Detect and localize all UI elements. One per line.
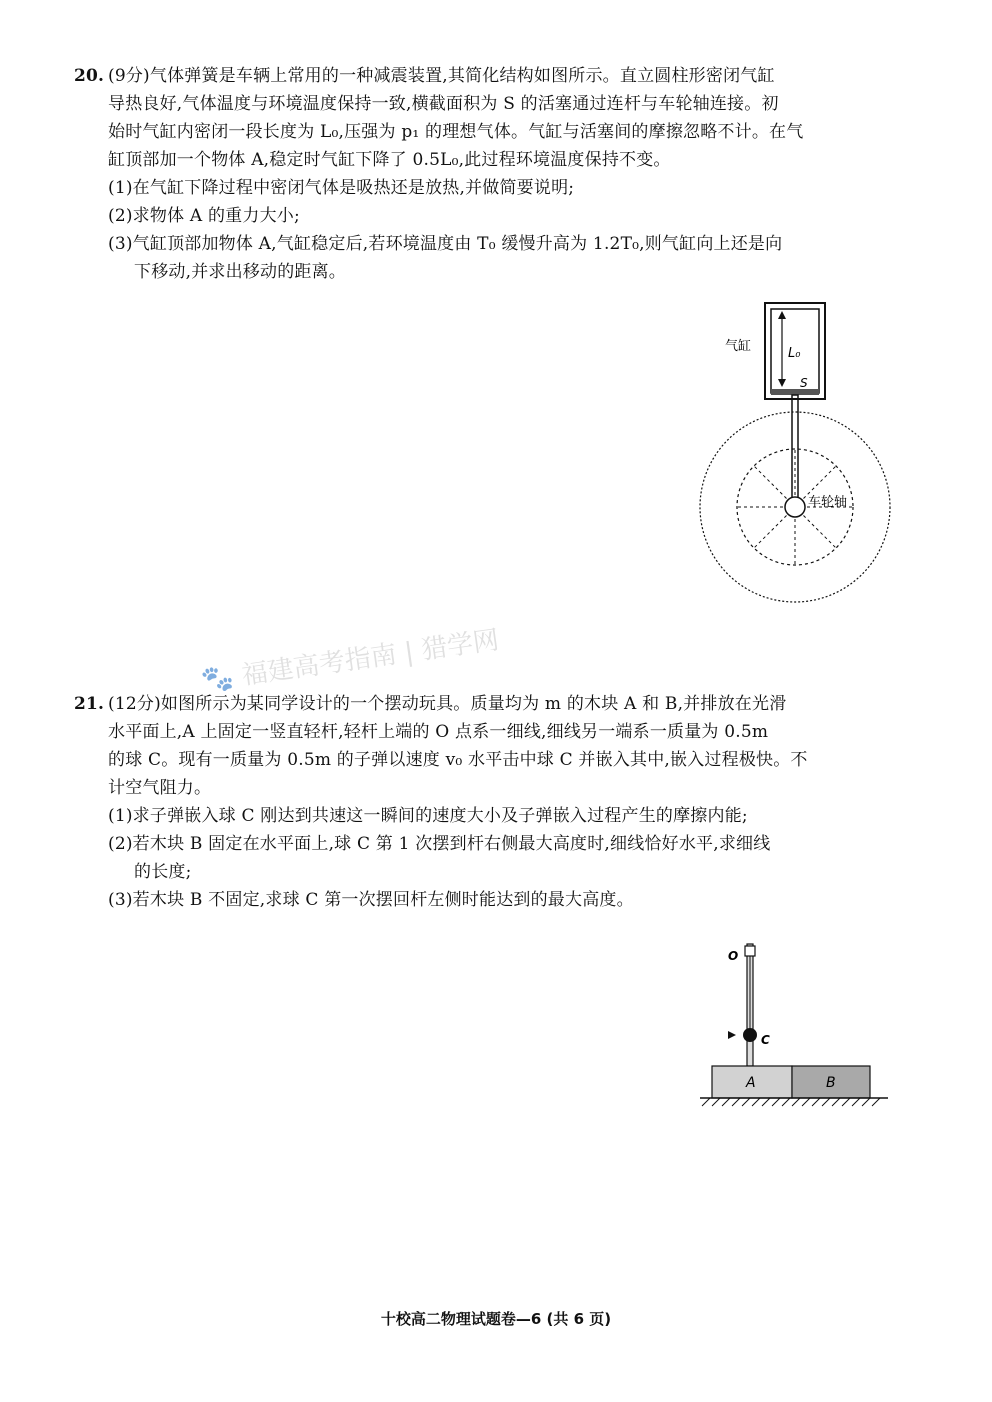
arrow-head-up xyxy=(778,311,786,319)
q21-number: 21. xyxy=(74,694,105,714)
ground-hatch xyxy=(702,1098,880,1106)
q20-sub1: (1)在气缸下降过程中密闭气体是吸热还是放热,并做简要说明; xyxy=(108,178,575,198)
ball-c xyxy=(743,1028,757,1042)
gas-spring-figure xyxy=(690,295,920,625)
q21-sub1: (1)求子弹嵌入球 C 刚达到共速这一瞬间的速度大小及子弹嵌入过程产生的摩擦内能; xyxy=(108,806,748,826)
watermark: 🐾 福建高考指南 | 猎学网 xyxy=(199,625,501,697)
question-20 xyxy=(74,62,904,286)
bullet xyxy=(728,1031,736,1039)
q21-line2: 水平面上,A 上固定一竖直轻杆,轻杆上端的 O 点系一细线,细线另一端系一质量为 0.5m xyxy=(108,722,769,742)
area-label: S xyxy=(800,376,808,390)
question-21 xyxy=(74,690,904,914)
cylinder-label: 气缸 xyxy=(725,339,752,354)
q20-line2: 导热良好,气体温度与环境温度保持一致,横截面积为 S 的活塞通过连杆与车轮轴连接。初 xyxy=(108,94,779,114)
axle xyxy=(785,497,805,517)
arrow-head-down xyxy=(778,379,786,387)
q21-sub2: (2)若木块 B 固定在水平面上,球 C 第 1 次摆到杆右侧最大高度时,细线恰好水平,求细线 的长度; xyxy=(108,834,771,882)
length-label: L₀ xyxy=(788,346,801,361)
pivot-o xyxy=(745,946,755,956)
q21-line4: 计空气阻力。 xyxy=(108,778,212,798)
q20-sub2: (2)求物体 A 的重力大小; xyxy=(108,206,300,226)
q21-sub3: (3)若木块 B 不固定,求球 C 第一次摆回杆左侧时能达到的最大高度。 xyxy=(108,890,634,910)
q20-line1: 20. (9分)气体弹簧是车辆上常用的一种减震装置,其简化结构如图所示。直立圆柱形密闭气缸 xyxy=(74,62,904,90)
a-label: A xyxy=(746,1075,756,1091)
piston xyxy=(771,389,819,395)
q21-line1: 21. (12分)如图所示为某同学设计的一个摆动玩具。质量均为 m 的木块 A 和 B,并排放在光滑 xyxy=(74,690,904,718)
c-label: C xyxy=(761,1033,770,1047)
page-footer: 十校高二物理试题卷—6 (共 6 页) xyxy=(380,1310,612,1328)
q20-line4: 缸顶部加一个物体 A,稳定时气缸下降了 0.5L₀,此过程环境温度保持不变。 xyxy=(108,150,671,170)
o-label: O xyxy=(728,949,739,963)
axle-label: 车轮轴 xyxy=(808,495,848,510)
q20-line3: 始时气缸内密闭一段长度为 L₀,压强为 p₁ 的理想气体。气缸与活塞间的摩擦忽略不计。在气 xyxy=(108,122,804,142)
q20-sub3: (3)气缸顶部加物体 A,气缸稳定后,若环境温度由 T₀ 缓慢升高为 1.2T₀,则气缸向上还是向 下移动,并求出移动的距离。 xyxy=(108,234,783,282)
q20-number: 20. xyxy=(74,66,105,86)
pendulum-toy-figure xyxy=(690,932,900,1112)
b-label: B xyxy=(826,1075,836,1091)
q21-line3: 的球 C。现有一质量为 0.5m 的子弹以速度 v₀ 水平击中球 C 并嵌入其中,嵌入过程极快。不 xyxy=(108,750,808,770)
